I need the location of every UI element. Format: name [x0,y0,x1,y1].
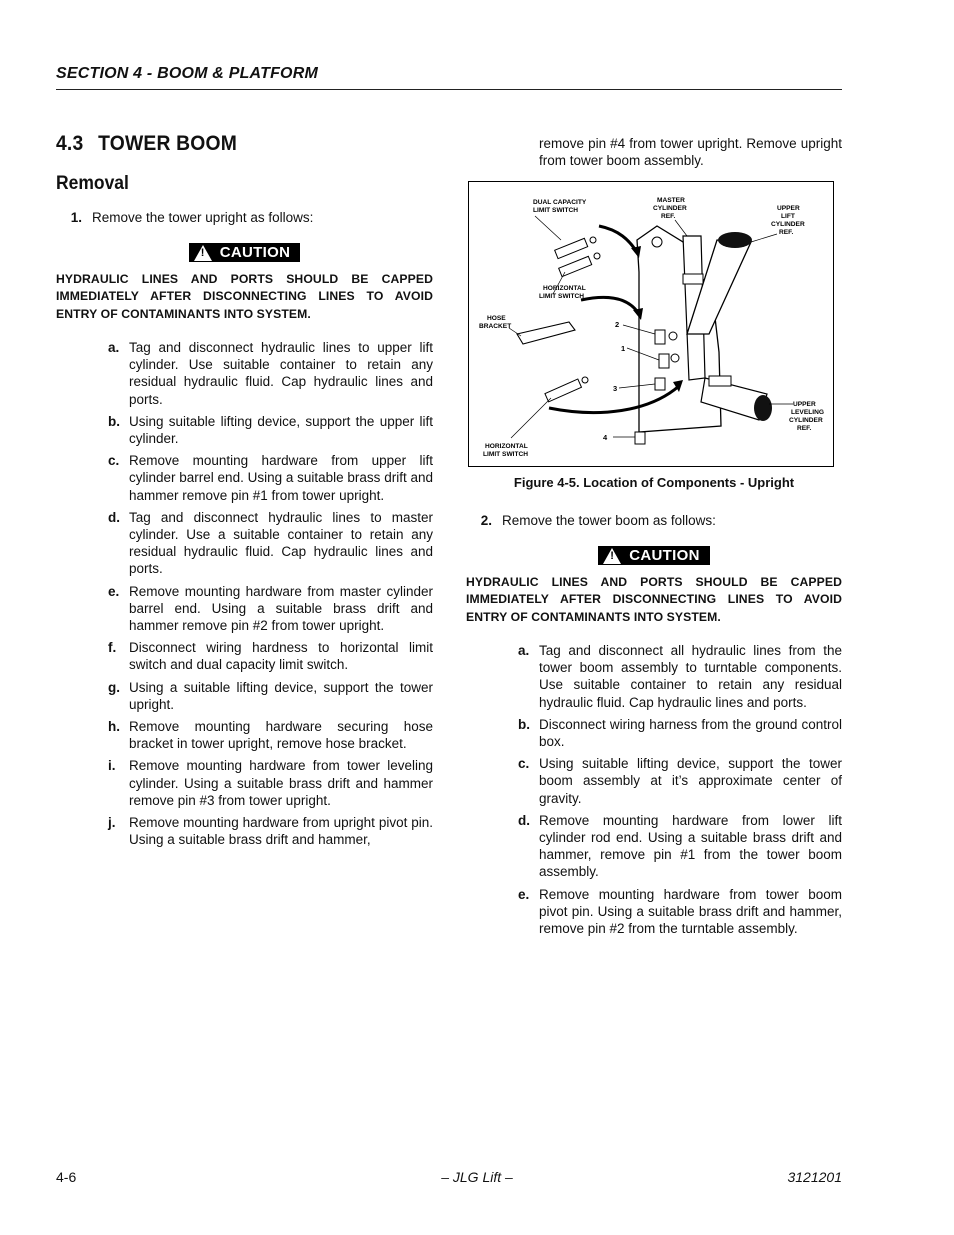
upright-illustration [469,182,833,466]
substep-letter: j. [108,815,116,831]
label-upper-leveling-4: REF. [797,425,812,432]
leveling-cylinder-end-shape [754,395,772,421]
page-number: 4-6 [56,1169,77,1185]
label-upper-leveling-1: UPPER [793,401,816,408]
substep-text: Remove mounting hardware securing hose bracket in tower upright, remove hose bracket. [129,719,433,752]
substep-letter: c. [518,756,530,772]
left-column [56,132,433,853]
substep-item [108,757,433,809]
substep-text: Remove mounting hardware from upper lift cylinder barrel end. Using a suitable brass drift and hammer remove pin #1 from tower upright. [129,453,433,503]
warning-text: HYDRAULIC LINES AND PORTS SHOULD BE CAPPED IMMEDIATELY AFTER DISCONNECTING LINES TO AVOID ENTRY OF CONTAMINANTS INTO SYSTEM. [56,271,433,321]
substep-letter: b. [108,413,120,429]
label-upper-leveling-2: LEVELING [791,409,824,416]
substep-text: Using a suitable lifting device, support the tower upright. [129,679,433,712]
label-master-3: REF. [661,213,676,220]
substep-item [108,452,433,504]
substep-item [108,339,433,408]
caution-banner [56,243,433,266]
substep-letter: a. [108,340,120,355]
label-upper-lift-4: REF. [779,229,794,236]
substep-item [108,413,433,447]
substep-letter: e. [108,583,120,599]
substep-text: Remove mounting hardware from master cylinder barrel end. Using a suitable brass drift and hammer remove pin #2 from tower upright. [129,583,433,634]
substep-letter: h. [108,719,120,735]
substep-letter: f. [108,640,117,656]
horizontal-switch-shape [545,377,588,402]
substep-text: Tag and disconnect hydraulic lines to upper lift cylinder. Use suitable container to retain any residual hydraulic fluid. Cap hydraulic lines and ports. [129,340,433,407]
substep-text: Using suitable lifting device, support the tower boom assembly at it’s approximate center of gravity. [539,756,842,806]
section-header: SECTION 4 - BOOM & PLATFORM [56,65,842,90]
substep-text: Tag and disconnect all hydraulic lines from the tower boom assembly to turntable components. Use suitable container to retain any residual hydraulic fluid. Cap hydraulic lines and ports. [539,643,842,710]
svg-text:MASTERCYLINDERREF. [653,197,687,220]
substep-item [108,509,433,578]
label-upper-lift-1: UPPER [777,205,800,212]
substep-letter: d. [518,812,530,828]
substep-item [518,755,842,807]
cylinder-collar-shape [683,274,703,284]
svg-text:HORIZONTALLIMIT SWITCH [539,285,586,300]
step-number: 2. [480,513,492,528]
right-column [466,135,842,942]
footer-brand: – JLG Lift – [441,1169,513,1185]
substep-letter: b. [518,716,530,732]
substep-text: Remove mounting hardware from tower boom pivot pin. Using a suitable brass drift and hammer, remove pin #2 from the turntable assembly. [539,886,842,937]
caution-label: CAUTION [629,547,700,564]
pin-numbers [603,320,625,442]
label-horizontal-top-1: HORIZONTAL [543,285,586,292]
warning-triangle-icon: ! [603,548,621,564]
substep-text: Remove mounting hardware from lower lift cylinder rod end. Using a suitable brass drift and hammer, remove pin #1 from the tower boom assembly. [539,812,842,880]
substep-item [518,716,842,750]
section-title [56,132,403,156]
section-title-text: TOWER BOOM [98,132,238,155]
label-dual-capacity-2: LIMIT SWITCH [533,207,579,214]
subsection-title: Removal [56,173,129,194]
caution-banner [466,546,842,569]
label-upper-lift-3: CYLINDER [771,221,805,228]
svg-text:UPPERLIFTCYLINDERREF. [771,205,805,236]
substep-letter: d. [108,509,120,525]
substep-item [518,642,842,711]
substep-list [518,642,842,937]
caution-badge [189,243,300,262]
substep-text: Remove mounting hardware from upright pivot pin. Using a suitable brass drift and hammer, [129,815,433,848]
warning-text: HYDRAULIC LINES AND PORTS SHOULD BE CAPPED IMMEDIATELY AFTER DISCONNECTING LINES TO AVOID ENTRY OF CONTAMINANTS INTO SYSTEM. [466,574,842,624]
substep-item [518,812,842,881]
label-horizontal-bottom-1: HORIZONTAL [485,443,528,450]
label-dual-capacity-1: DUAL CAPACITY [533,199,587,206]
svg-text:HORIZONTALLIMIT SWITCH [483,443,528,458]
document-number: 3121201 [787,1169,842,1185]
step-1 [56,209,433,226]
substep-letter: i. [108,758,116,774]
substep-letter: a. [518,643,530,658]
substep-item [518,886,842,938]
figure-caption: Figure 4-5. Location of Components - Upright [513,475,795,490]
substep-text: Using suitable lifting device, support the upper lift cylinder. [129,413,433,447]
continued-text: remove pin #4 from tower upright. Remove upright from tower boom assembly. [539,136,842,168]
step-2 [466,512,842,529]
warning-triangle-icon: ! [194,245,212,261]
substep-text: Tag and disconnect hydraulic lines to master cylinder. Use a suitable container to retain any residual hydraulic fluid. Cap hydraulic lines and ports. [129,509,433,577]
label-master-1: MASTER [657,197,685,204]
label-upper-leveling-3: CYLINDER [789,417,823,424]
clamp-shape [709,376,731,386]
substep-letter: e. [518,886,530,902]
cylinder-end-shape [718,232,752,248]
hose-bracket-shape [517,322,575,344]
substep-text: Remove mounting hardware from tower leveling cylinder. Using a suitable brass drift and hammer remove pin #3 from tower upright. [129,758,433,808]
substep-item [108,679,433,713]
substep-item [108,639,433,673]
label-pin-4: 4 [603,433,608,442]
substep-item [108,814,433,848]
svg-text:UPPERLEVELINGCYLINDERREF. [789,401,824,432]
caution-label: CAUTION [219,244,291,261]
substep-text: Disconnect wiring hardness to horizontal limit switch and dual capacity limit switch. [129,640,433,673]
label-horizontal-top-2: LIMIT SWITCH [539,293,585,300]
label-hose-2: BRACKET [479,323,512,330]
label-hose-1: HOSE [487,315,506,322]
caution-badge [598,546,709,565]
svg-text:DUAL CAPACITYLIMIT SWITCH [533,199,587,214]
substep-text: Disconnect wiring harness from the ground control box. [539,716,842,750]
label-pin-2: 2 [615,320,620,329]
step-text: Remove the tower boom as follows: [502,513,716,528]
section-number: 4.3 [56,132,84,155]
label-horizontal-bottom-2: LIMIT SWITCH [483,451,529,458]
dual-capacity-switch-shape [555,237,600,277]
substep-letter: c. [108,453,120,469]
label-pin-3: 3 [613,384,618,393]
figure-upright-components [468,181,834,467]
step-number: 1. [70,210,82,225]
label-pin-1: 1 [621,344,626,353]
label-master-2: CYLINDER [653,205,687,212]
label-upper-lift-2: LIFT [781,213,795,220]
substep-letter: g. [108,679,120,695]
substep-item [108,583,433,635]
substep-item [108,718,433,752]
substep-list [108,339,433,848]
svg-text:HOSEBRACKET [479,315,511,330]
step-text: Remove the tower upright as follows: [92,210,314,225]
